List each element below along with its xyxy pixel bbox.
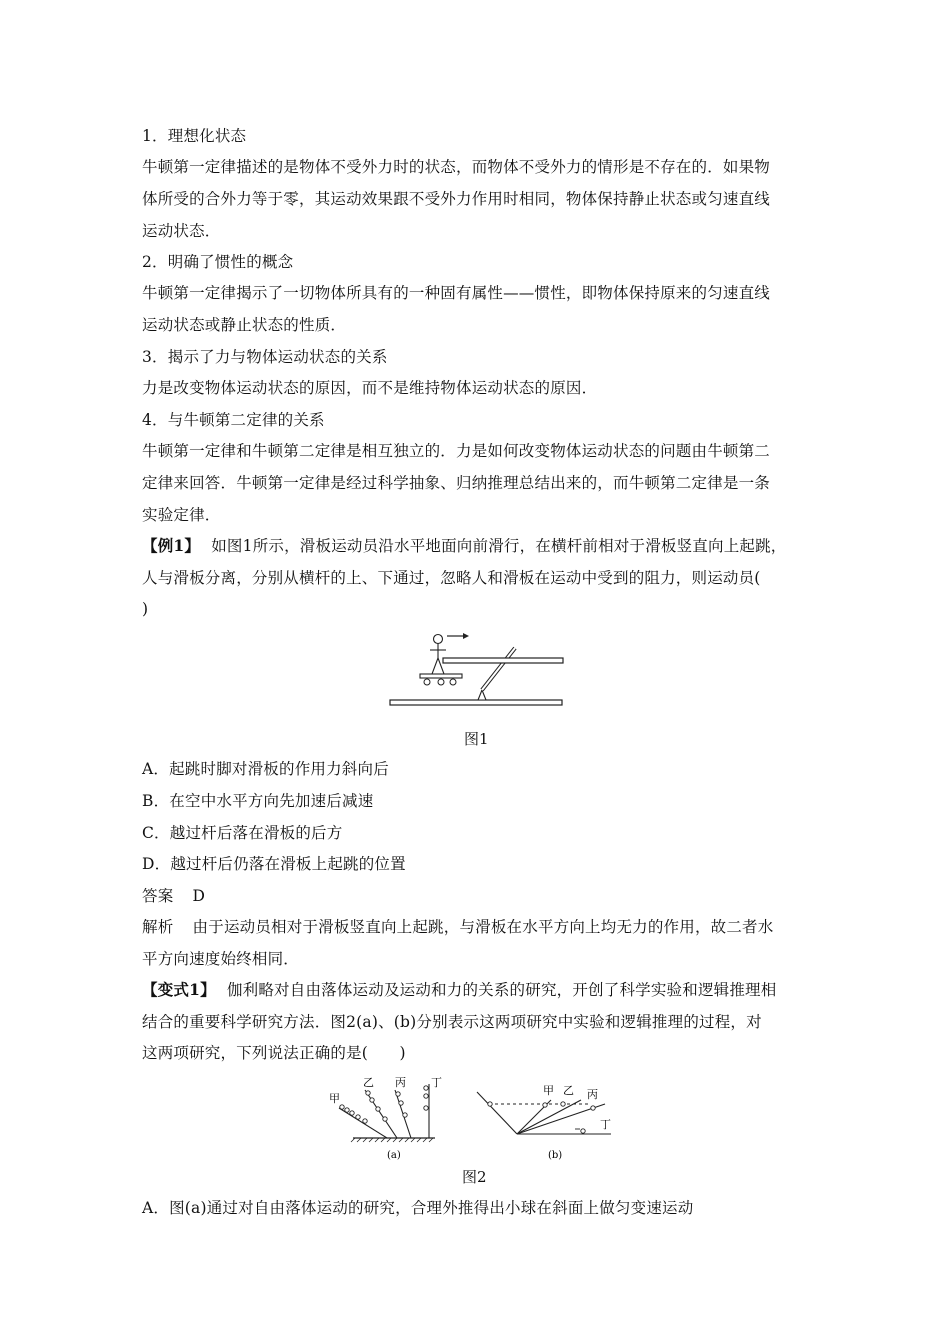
- fig-a-label-bing: 丙: [395, 1076, 406, 1089]
- wheel-2: [438, 679, 444, 685]
- example-1-option-d: D．越过杆后仍落在滑板上起跳的位置: [142, 855, 406, 873]
- section-1-line-2: 体所受的合外力等于零，其运动效果跟不受外力作用时相同，物体保持静止状态或匀速直线: [142, 190, 771, 208]
- fig-b-caption: (b): [548, 1150, 563, 1161]
- analysis-text-1: 由于运动员相对于滑板竖直向上起跳，与滑板在水平方向上均无力的作用，故二者水: [192, 918, 774, 936]
- example-1-line-1: [142, 535, 787, 557]
- stand-triangle: [478, 690, 486, 700]
- section-4-line-2: 定律来回答．牛顿第一定律是经过科学抽象、归纳推理总结出来的，而牛顿第二定律是一条: [142, 474, 771, 492]
- fig-a-caption: (a): [387, 1150, 401, 1161]
- figure-1-caption: 图1: [464, 730, 489, 748]
- fig-a-label-ding: 丁: [431, 1076, 442, 1089]
- wheel-3: [450, 679, 456, 685]
- section-4-line-1: 牛顿第一定律和牛顿第二定律是相互独立的．力是如何改变物体运动状态的问题由牛顿第二: [142, 442, 771, 460]
- section-4-heading: 4．与牛顿第二定律的关系: [142, 411, 325, 429]
- section-1-heading: 1．理想化状态: [142, 127, 247, 145]
- variant-1-line-2: 结合的重要科学研究方法．图2(a)、(b)分别表示这两项研究中实验和逻辑推理的过程，对: [142, 1013, 762, 1031]
- section-3-heading: 3．揭示了力与物体运动状态的关系: [142, 348, 388, 366]
- variant-1-line-1: [142, 979, 776, 1001]
- section-2-line-2: 运动状态或静止状态的性质．: [142, 316, 347, 334]
- skateboard: [420, 674, 462, 678]
- variant-1-text-1: 伽利略对自由落体运动及运动和力的关系的研究，开创了科学实验和逻辑推理相: [226, 981, 777, 999]
- example-1-option-a: A．起跳时脚对滑板的作用力斜向后: [142, 760, 389, 778]
- fig-b-slope-yi: [517, 1100, 581, 1134]
- example-1-line-3: ): [142, 600, 149, 618]
- wheel-1: [424, 679, 430, 685]
- figure-2-galileo-diagrams: [325, 1070, 625, 1162]
- figure-2-caption: 图2: [462, 1168, 487, 1186]
- example-1-analysis-line-1: [142, 916, 773, 938]
- fig-b-label-yi: 乙: [563, 1084, 574, 1097]
- example-1-option-b: B．在空中水平方向先加速后减速: [142, 792, 374, 810]
- section-4-line-3: 实验定律．: [142, 506, 221, 524]
- analysis-label: 解析: [142, 918, 174, 936]
- fig-b-label-jia: 甲: [543, 1084, 554, 1097]
- example-1-analysis-line-2: 平方向速度始终相同．: [142, 950, 300, 968]
- fig-b-left-slope: [477, 1092, 517, 1134]
- support-rod-inner: [482, 648, 515, 690]
- example-1-tag: 【例1】: [142, 536, 201, 555]
- section-2-line-1: 牛顿第一定律揭示了一切物体所具有的一种固有属性——惯性，即物体保持原来的匀速直线: [142, 284, 771, 302]
- fig-a-label-yi: 乙: [363, 1076, 374, 1089]
- variant-1-tag: 【变式1】: [142, 980, 216, 999]
- answer-value: D: [192, 887, 206, 905]
- section-3-line-1: 力是改变物体运动状态的原因，而不是维持物体运动状态的原因．: [142, 379, 598, 397]
- example-1-line-2: 人与滑板分离，分别从横杆的上、下通过，忽略人和滑板在运动中受到的阻力，则运动员(: [142, 569, 761, 587]
- section-1-line-1: 牛顿第一定律描述的是物体不受外力时的状态，而物体不受外力的情形是不存在的．如果物: [142, 158, 771, 176]
- answer-label: 答案: [142, 887, 174, 905]
- example-1-option-c: C．越过杆后落在滑板的后方: [142, 824, 343, 842]
- variant-1-option-a: A．图(a)通过对自由落体运动的研究，合理外推得出小球在斜面上做匀变速运动: [142, 1199, 694, 1217]
- variant-1-line-3: 这两项研究，下列说法正确的是( ): [142, 1044, 406, 1062]
- fig-b-label-ding: 丁: [600, 1118, 611, 1131]
- fig-a-incline-yi: [365, 1090, 397, 1138]
- figure-1-skateboard-diagram: [385, 628, 570, 714]
- example-1-text-1: 如图1所示，滑板运动员沿水平地面向前滑行，在横杆前相对于滑板竖直向上起跳，: [211, 537, 787, 555]
- crossbar: [443, 658, 563, 663]
- example-1-answer-line: [142, 885, 205, 907]
- skater-head: [434, 635, 443, 644]
- section-1-line-3: 运动状态．: [142, 222, 221, 240]
- fig-b-label-bing: 丙: [587, 1088, 598, 1101]
- section-2-heading: 2．明确了惯性的概念: [142, 253, 294, 271]
- fig-a-label-jia: 甲: [329, 1092, 340, 1105]
- ground-bar: [390, 700, 562, 705]
